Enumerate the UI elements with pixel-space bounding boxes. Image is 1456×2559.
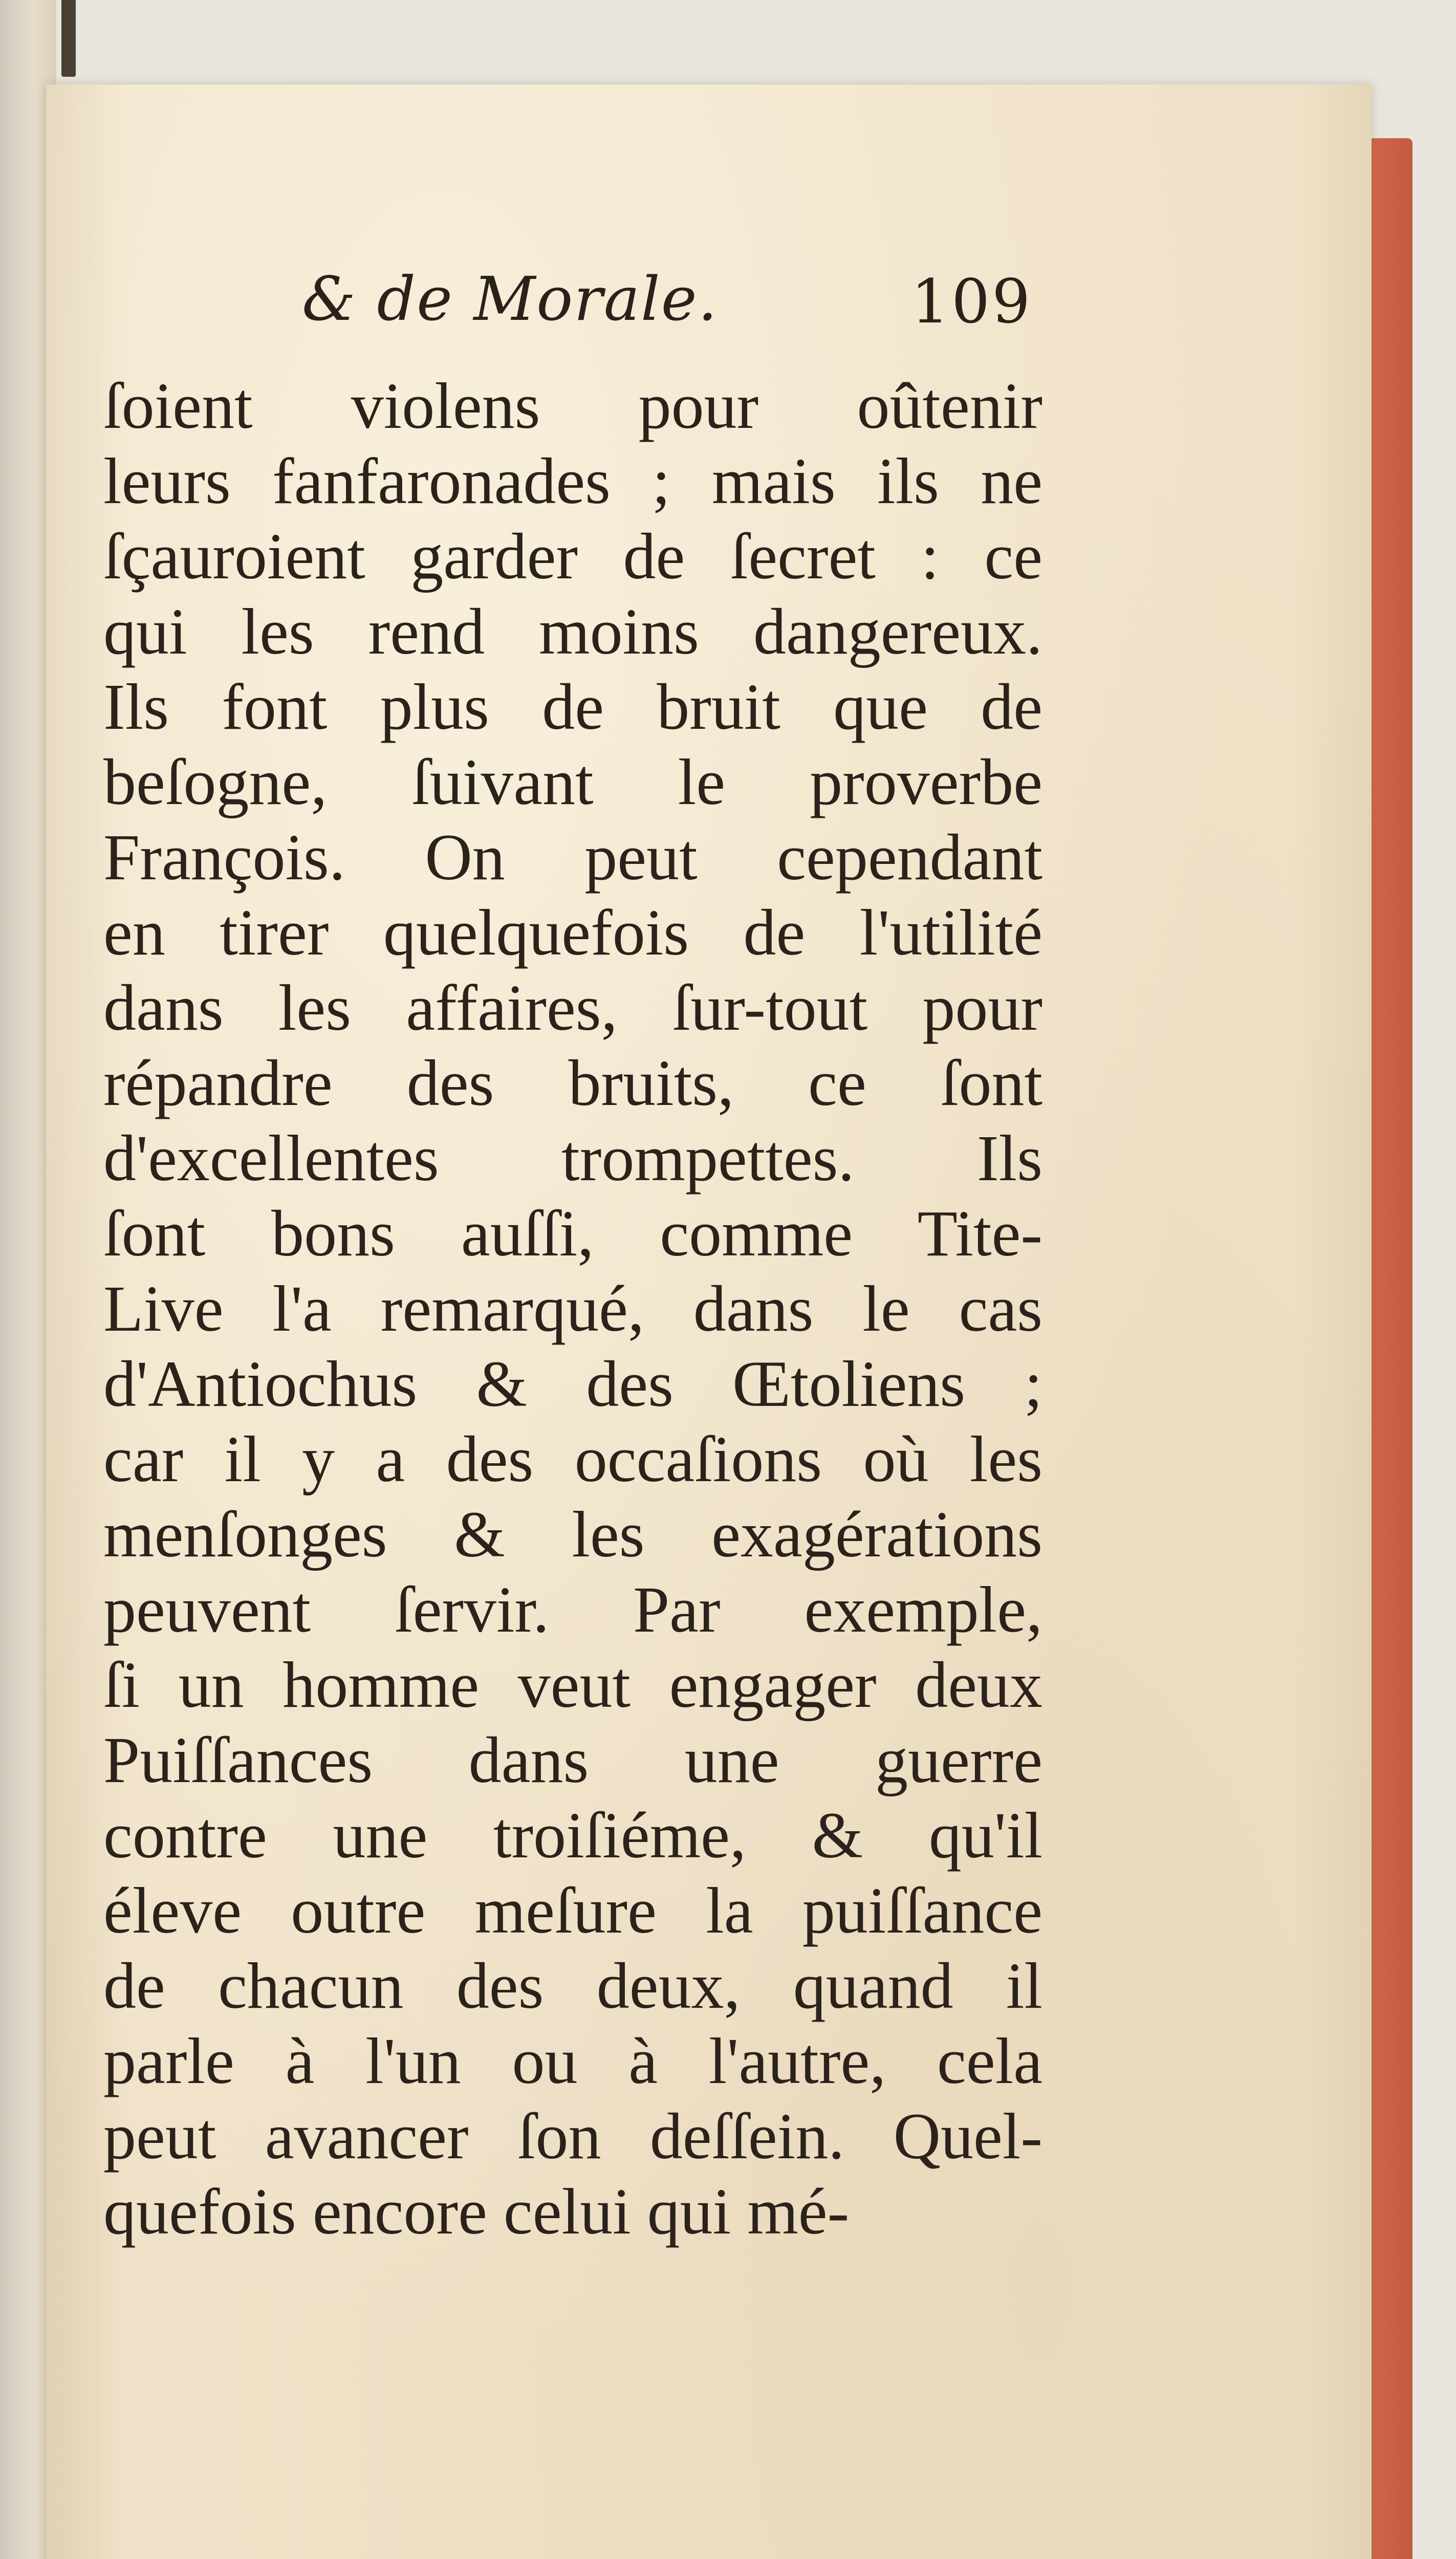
body-text: [103, 368, 1042, 2249]
text-line: de chacun des deux, quand il: [103, 1949, 1042, 2022]
text-line: répandre des bruits, ce ſont: [103, 1047, 1042, 1119]
text-line: ſi un homme veut engager deux: [103, 1649, 1042, 1721]
text-line: François. On peut cependant: [103, 821, 1042, 894]
text-line: en tirer quelquefois de l'utilité: [103, 896, 1042, 969]
text-line: dans les affaires, ſur-tout pour: [103, 971, 1042, 1044]
text-line: peuvent ſervir. Par exemple,: [103, 1573, 1042, 1646]
text-line: leurs fanfaronades ; mais ils ne: [103, 445, 1042, 517]
text-line: quefois encore celui qui mé-: [103, 2175, 850, 2248]
text-line: menſonges & les exagérations: [103, 1498, 1042, 1571]
text-line: Live l'a remarqué, dans le cas: [103, 1272, 1042, 1345]
text-line: qui les rend moins dangereux.: [103, 595, 1042, 668]
text-line: peut avancer ſon deſſein. Quel-: [103, 2100, 1042, 2173]
text-line: d'Antiochus & des Œtoliens ;: [103, 1348, 1042, 1420]
text-line: d'excellentes trompettes. Ils: [103, 1122, 1042, 1195]
text-line: ſont bons auſſi, comme Tite-: [103, 1197, 1042, 1270]
text-line: Puiſſances dans une guerre: [103, 1724, 1042, 1796]
text-line: ſoient violens pour oûtenir: [103, 370, 1042, 442]
text-line: beſogne, ſuivant le proverbe: [103, 746, 1042, 818]
text-line: parle à l'un ou à l'autre, cela: [103, 2025, 1042, 2097]
page-number: 109: [911, 266, 1033, 337]
book-page: [46, 84, 1372, 2559]
text-line: ſçauroient garder de ſecret : ce: [103, 520, 1042, 593]
text-line: contre une troiſiéme, & qu'il: [103, 1799, 1042, 1872]
bookmark-ribbon: [61, 0, 76, 77]
running-head: & de Morale.: [302, 264, 719, 334]
text-line: Ils font plus de bruit que de: [103, 670, 1042, 743]
text-line: éleve outre meſure la puiſſance: [103, 1874, 1042, 1947]
text-line: car il y a des occaſions où les: [103, 1423, 1042, 1495]
